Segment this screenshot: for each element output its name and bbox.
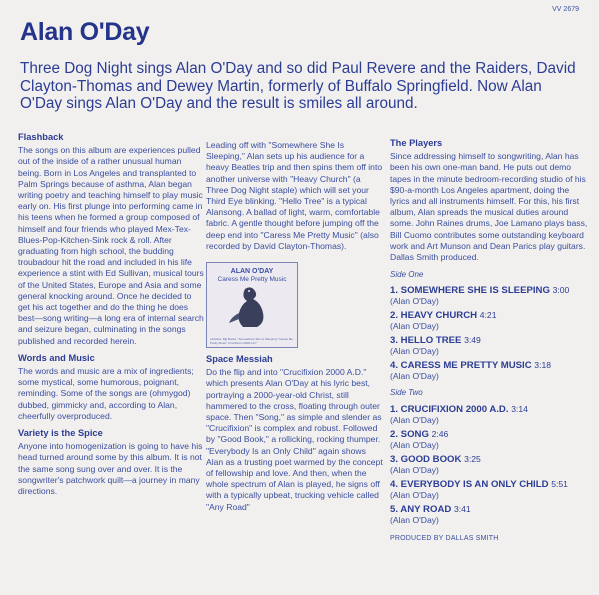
track-item — [390, 429, 588, 450]
track-writer: (Alan O'Day) — [390, 514, 439, 525]
vulture-illustration-icon — [227, 283, 277, 329]
produced-by: PRODUCED BY DALLAS SMITH — [390, 534, 499, 542]
variety-heading: Variety is the Spice — [18, 428, 103, 439]
flashback-heading: Flashback — [18, 132, 64, 142]
track-title: 5. ANY ROAD — [390, 503, 452, 515]
track-title: 3. GOOD BOOK — [390, 453, 462, 465]
track-title: 1. SOMEWHERE SHE IS SLEEPING — [390, 285, 550, 297]
track-writer: (Alan O'Day) — [390, 371, 439, 382]
track-title: 3. HELLO TREE — [390, 335, 462, 347]
track-item — [390, 310, 588, 331]
players-heading: The Players — [390, 138, 443, 148]
catalog-number: VV 2679 — [552, 6, 579, 13]
cover-artist: ALAN O'DAY — [230, 268, 274, 276]
track-item — [390, 504, 588, 525]
track-item — [390, 285, 588, 306]
track-time: 3:49 — [464, 335, 481, 346]
track-item — [390, 360, 588, 381]
track-time: 3:25 — [464, 453, 481, 464]
track-writer: (Alan O'Day) — [390, 439, 439, 450]
space-messiah-text: Do the flip and into "Crucifixion 2000 A.D." which presents Alan O'Day at his lyric best, portraying a 2000-year-old Christ, still hammered to the cross, floating through outer space. Then "Song," as simple and slender as "Crucifixion" is complex and robust. Followed by "Good Book," a rollicking, rocking thumper. "Everybody Is an Only Child" again shows Alan as a trusting poet warmed by the concept of fellowship and love. And then, when the whole spectrum of Alan is played, he signs off with a typically upbeat, trucking vehicle called "Any Road" — [206, 367, 383, 512]
track-writer: (Alan O'Day) — [390, 321, 439, 332]
track-writer: (Alan O'Day) — [390, 296, 439, 307]
track-time: 3:41 — [453, 503, 471, 514]
variety-text: Anyone into homogenization is going to have his head turned around some by this album. It is not the same song sung over and over. It is the songwriter's patchwork quilt—a journey in many directions. — [18, 441, 203, 497]
track-time: 4:21 — [479, 310, 497, 321]
track-time: 3:18 — [534, 360, 552, 371]
track-writer: (Alan O'Day) — [390, 489, 439, 500]
space-messiah-heading: Space Messiah — [206, 354, 273, 365]
column-middle — [206, 140, 384, 519]
track-item — [390, 454, 588, 475]
side-one-label: Side One — [390, 270, 424, 280]
track-writer: (Alan O'Day) — [390, 414, 439, 425]
track-item — [390, 404, 588, 425]
words-music-heading: Words and Music — [18, 352, 95, 363]
track-time: 2:46 — [431, 428, 449, 439]
words-music-text: The words and music are a mix of ingredients; some mystical, some humorous, poignant, reminding. Some of the songs are (ohmygod) dubbed, gimmicky and, according to Alan, cheerfully overproduced. — [18, 366, 194, 421]
page-title: Alan O'Day — [20, 18, 150, 46]
cover-credit: Includes: Big Bucks' "Somewhere She Is Sleeping" Caress Me Pretty Music "Crucifixion 2000 A.D." — [210, 337, 293, 345]
track-writer: (Alan O'Day) — [390, 464, 439, 475]
track-title: 1. CRUCIFIXION 2000 A.D. — [390, 403, 509, 415]
track-time: 3:14 — [511, 403, 528, 414]
column-right — [390, 138, 588, 544]
track-time: 3:00 — [552, 285, 570, 296]
track-writer: (Alan O'Day) — [390, 346, 439, 357]
track-item — [390, 335, 588, 356]
track-time: 5:51 — [551, 478, 568, 489]
column-left — [18, 132, 204, 503]
track-item — [390, 479, 588, 500]
players-text: Since addressing himself to songwriting, Alan has been his own one-man band. He puts out demo tapes in the minute bedroom-recording studio of his $90-a-month Los Angeles apartment, doing the lyrics and all instruments himself. For this, his first album, Alan spreads the musical duties around some. John Raines drums, Joe Lamano plays bass, Bill Cuomo contributes some outstanding keyboard work and Art Munson and Dean Parics play guitars. Dallas Smith produced. — [390, 151, 588, 263]
cover-album-title: Caress Me Pretty Music — [217, 276, 287, 284]
track-title: 2. HEAVY CHURCH — [390, 310, 478, 322]
track-title: 4. EVERYBODY IS AN ONLY CHILD — [390, 478, 549, 490]
flashback-text: The songs on this album are experiences pulled out of the inside of a rather unusual human being. Born in Los Angeles and transplanted to Palm Springs because of asthma, Alan began writing poetry and teaching himself to play music early on. His first plunge into performing came in his teens when he formed a group composed of himself and four friends who played Mex-Tex-Blues-Pop-Kitchen-Sink rock & roll. After graduating from high school, the budding troubadour hit the road and included in his life experience a stint with Ed Sullivan, musical tours of the United States, Europe and Asia and some general knocking around. Once he decided to get his act together and do the thing he does best—song writing—a long era of internal search and seizure began, culminating in the songs published and recorded herein. — [18, 145, 204, 346]
intro-paragraph: Three Dog Night sings Alan O'Day and so did Paul Revere and the Raiders, David Clayton-Thomas and Dewey Martin, formerly of Buffalo Springfield. Now Alan O'Day sings Alan O'Day and the result is smiles all around. — [20, 60, 576, 112]
track-title: 4. CARESS ME PRETTY MUSIC — [390, 360, 532, 372]
side-two-label: Side Two — [390, 388, 423, 398]
leading-off-text: Leading off with "Somewhere She Is Sleeping," Alan sets up his audience for a heavy Beatles trip and then spins them off into another universe with "Heavy Church" (a Three Dog Night staple) which will set your Third Eye blinking. "Hello Tree" is a typical Alansong. A ballad of light, warm, comfortable fabric. A gentle thought before jumping off the deep end into "Caress Me Pretty Music" (also recorded by David Clayton-Thomas). — [206, 140, 383, 251]
track-title: 2. SONG — [390, 428, 429, 440]
album-cover-image — [206, 262, 298, 348]
